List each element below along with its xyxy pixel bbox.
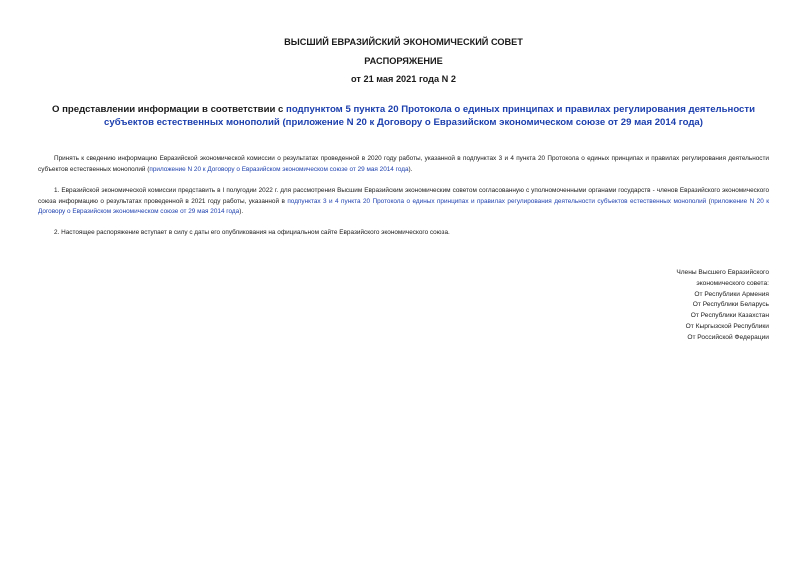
signature-member: От Республики Беларусь [692,301,769,309]
document-title [40,103,767,129]
p2-text: 1. Евразийской экономической комиссии представить в I полугодии 2022 г. для рассмотрения Высшим Евразийским экономическим советом согласованную с уполномоченными органами государств - членов Евразийского экономического союза информацию о результатах проведенной в 2021 году работы, указанной в [38,187,769,205]
title-prefix: О представлении информации в соответствии с [52,104,287,115]
signature-member: От Кыргызской Республики [685,322,769,330]
signature-member: От Республики Казахстан [690,312,769,320]
p2-mid: ( [706,197,711,205]
p2-end: ). [239,208,244,215]
paragraph-intro [38,154,769,175]
p1-treaty-link[interactable]: приложение N 20 к Договору о Евразийском экономическом союзе от 29 мая 2014 года [149,165,409,173]
paragraph-item-1 [38,186,769,218]
signature-line-2: экономического совета: [696,279,769,287]
p2-treaty-link[interactable]: приложение N 20 к Договору о Евразийском экономическом союзе от 29 мая 2014 года [38,197,769,215]
title-protocol-link[interactable]: подпунктом 5 пункта 20 Протокола о единых принципах и правилах регулирования деятельности субъектов естественных монополий (приложение N 20 к Договору о Евразийском экономическом союзе от 29 мая 2014 года) [104,104,755,128]
signature-member: От Республики Армения [694,290,769,298]
document-type-heading: РАСПОРЯЖЕНИЕ [364,56,443,66]
document-date-heading: от 21 мая 2021 года N 2 [351,74,456,84]
paragraph-item-2 [38,228,769,239]
signature-member: От Российской Федерации [687,333,769,341]
p1-text: Принять к сведению информацию Евразийской экономической комиссии о результатах проведенной в 2020 году работы, указанной в подпунктах 3 и 4 пункта 20 Протокола о единых принципах и правилах регулирования деятельности субъектов естественных монополий ( [38,155,769,173]
p1-end: ). [408,165,413,173]
p3-text: 2. Настоящее распоряжение вступает в силу с даты его опубликования на официальном сайте Евразийского экономического союза. [54,229,450,236]
p2-protocol-link[interactable]: подпунктах 3 и 4 пункта 20 Протокола о единых принципах и правилах регулирования деятельности субъектов естественных монополий [287,197,707,205]
signature-line-1: Члены Высшего Евразийского [676,269,769,276]
signature-block [569,268,769,344]
issuing-body-heading: ВЫСШИЙ ЕВРАЗИЙСКИЙ ЭКОНОМИЧЕСКИЙ СОВЕТ [284,37,523,47]
